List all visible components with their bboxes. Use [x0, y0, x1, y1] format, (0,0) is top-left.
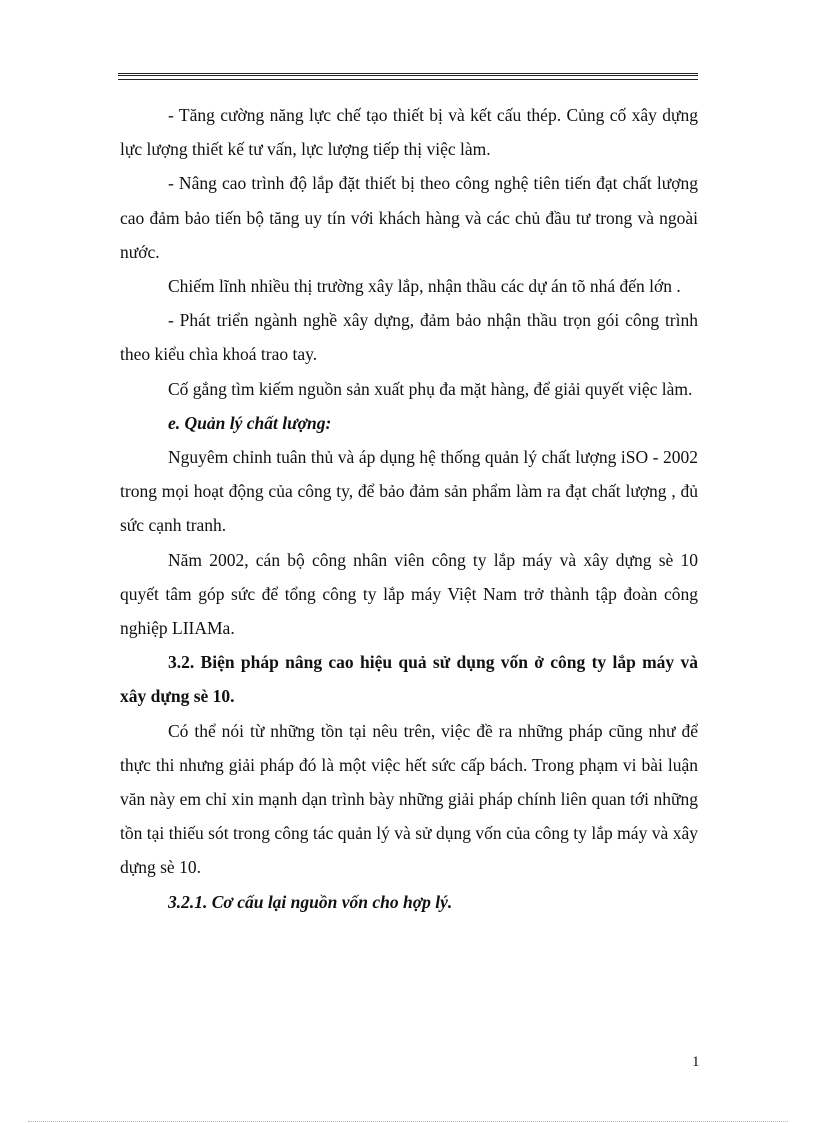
- section-heading-3-2-1: 3.2.1. Cơ cấu lại nguồn vốn cho hợp lý.: [168, 891, 453, 912]
- paragraph-installation-quality: - Nâng cao trình độ lắp đặt thiết bị theo công nghệ tiên tiến đạt chất lượng cao đảm bảo tiến bộ tăng uy tín với khách hàng và các chủ đầu tư trong và ngoài nước.: [120, 173, 698, 262]
- body-text: [120, 98, 698, 919]
- section-heading-quality: e. Quản lý chất lượng:: [168, 412, 332, 433]
- page-bottom-border: [28, 1121, 788, 1122]
- paragraph-side-production: Cố gắng tìm kiếm nguồn sản xuất phụ đa mặt hàng, để giải quyết việc làm.: [168, 378, 693, 399]
- paragraph-market-share: Chiếm lĩnh nhiều thị trường xây lắp, nhận thầu các dự án tõ nhá đến lớn .: [168, 276, 681, 297]
- paragraph-solutions: Có thể nói từ những tồn tại nêu trên, việc đề ra những pháp cũng như để thực thi nhưng giải pháp đó là một việc hết sức cấp bách. Trong phạm vi bài luận văn này em chỉ xin mạnh dạn trình bày những giải pháp chính liên quan tới những tồn tại thiếu sót trong công tác quản lý và sử dụng vốn của công ty lắp máy và xây dựng sè 10.: [120, 720, 698, 878]
- paragraph-2002-goal: Năm 2002, cán bộ công nhân viên công ty lắp máy và xây dựng sè 10 quyết tâm góp sức để tổng công ty lắp máy Việt Nam trở thành tập đoàn công nghiệp LIIAMa.: [120, 549, 698, 639]
- paragraph-steel-fabrication: - Tăng cường năng lực chế tạo thiết bị và kết cấu thép. Củng cố xây dựng lực lượng thiết kế tư vấn, lực lượng tiếp thị việc làm.: [120, 105, 698, 160]
- paragraph-turnkey: - Phát triển ngành nghề xây dựng, đảm bảo nhận thầu trọn gói công trình theo kiểu chìa khoá trao tay.: [120, 310, 698, 365]
- paragraph-iso: Nguyêm chỉnh tuân thủ và áp dụng hệ thống quản lý chất lượng iSO - 2002 trong mọi hoạt động của công ty, để bảo đảm sản phẩm làm ra đạt chất lượng , đủ sức cạnh tranh.: [120, 447, 698, 536]
- page-number: 1: [692, 1054, 700, 1070]
- header-rule: [118, 73, 698, 80]
- section-heading-3-2: 3.2. Biện pháp nâng cao hiệu quả sử dụng vốn ở công ty lắp máy và xây dựng sè 10.: [120, 652, 698, 707]
